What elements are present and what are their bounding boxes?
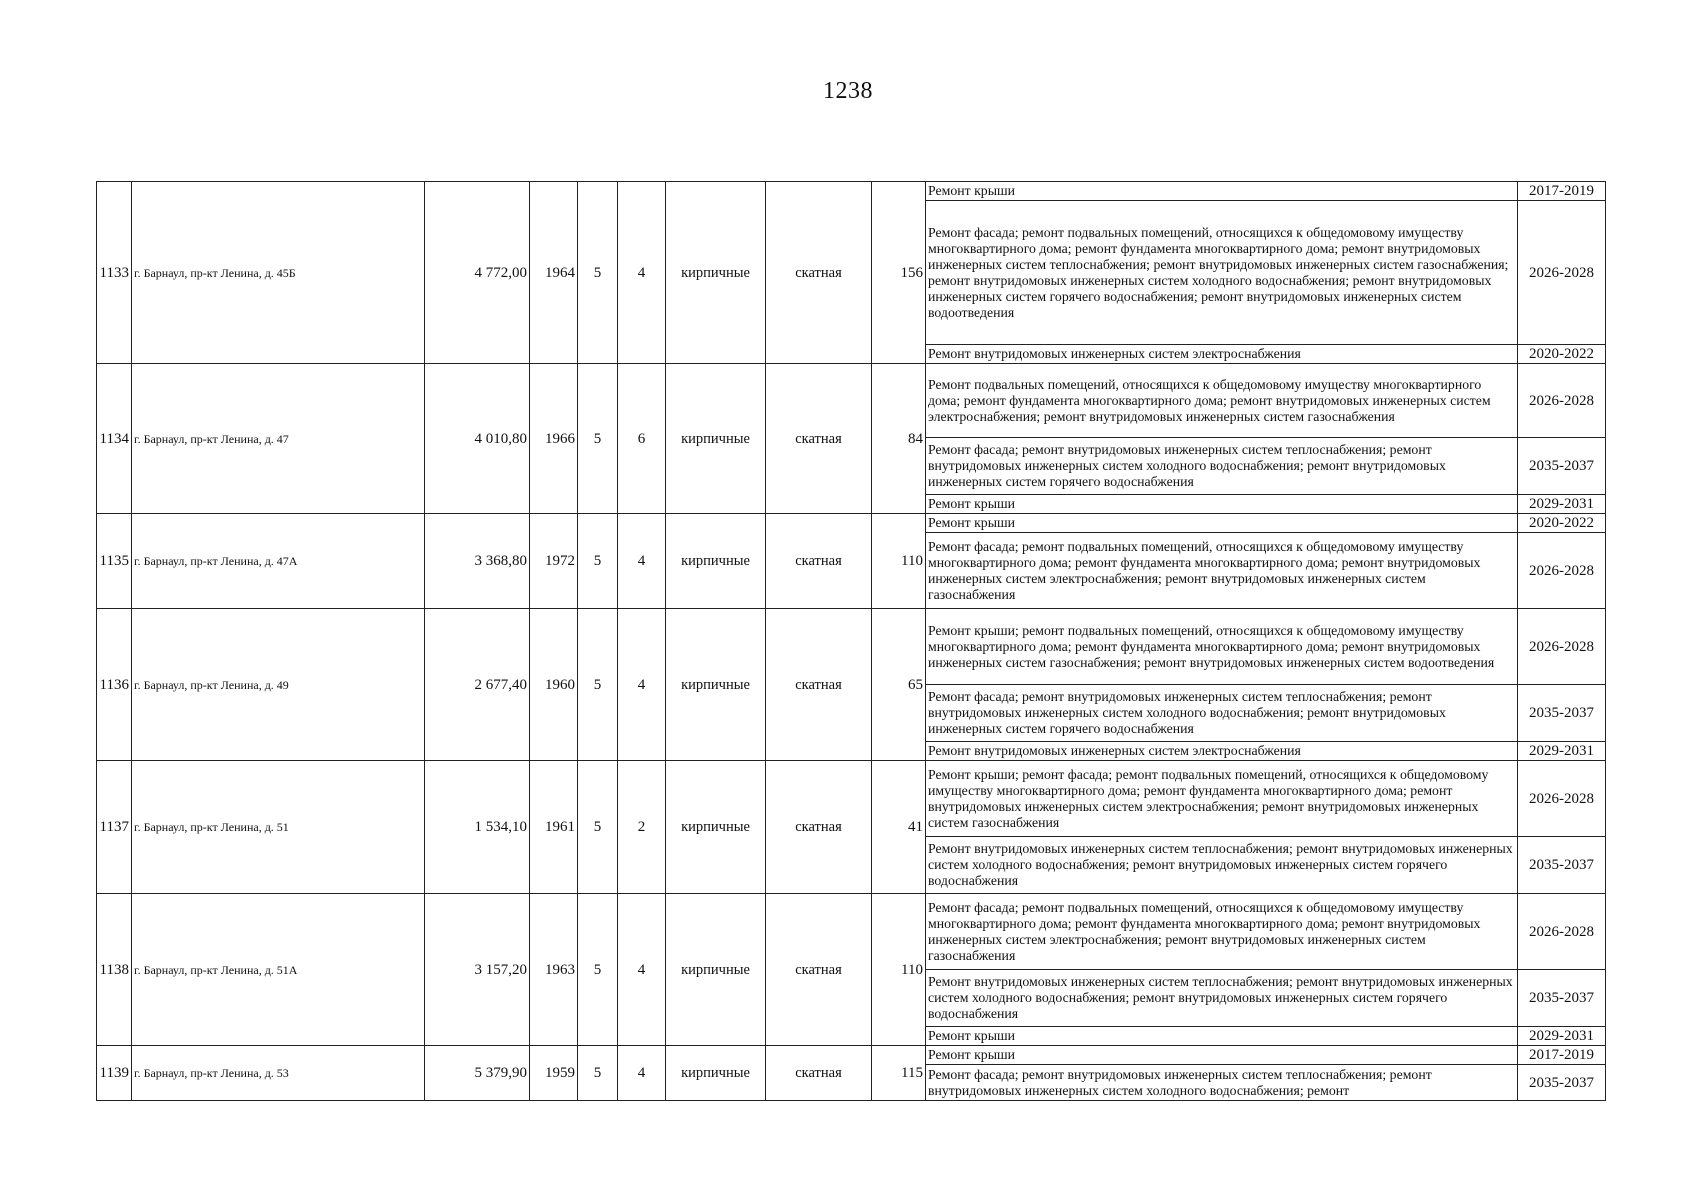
roof-type-cell: скатная bbox=[766, 514, 872, 609]
work-description-cell: Ремонт внутридомовых инженерных систем теплоснабжения; ремонт внутридомовых инженерных систем холодного водоснабжения; ремонт внутридомовых инженерных систем горячего водоснабжения bbox=[926, 837, 1518, 894]
work-description-cell: Ремонт внутридомовых инженерных систем электроснабжения bbox=[926, 742, 1518, 761]
floors-count-cell: 5 bbox=[578, 1046, 618, 1101]
work-period-cell: 2026-2028 bbox=[1518, 894, 1606, 970]
entrances-count-cell: 4 bbox=[618, 1046, 666, 1101]
house-address-cell: г. Барнаул, пр-кт Ленина, д. 51А bbox=[132, 894, 425, 1046]
work-period-cell: 2026-2028 bbox=[1518, 364, 1606, 438]
work-period-cell: 2020-2022 bbox=[1518, 514, 1606, 533]
work-period-cell: 2020-2022 bbox=[1518, 345, 1606, 364]
row-number-cell: 1138 bbox=[97, 894, 132, 1046]
row-number-cell: 1139 bbox=[97, 1046, 132, 1101]
entrances-count-cell: 4 bbox=[618, 514, 666, 609]
roof-type-cell: скатная bbox=[766, 182, 872, 364]
wall-material-cell: кирпичные bbox=[666, 1046, 766, 1101]
work-description-cell: Ремонт крыши bbox=[926, 514, 1518, 533]
work-period-cell: 2026-2028 bbox=[1518, 609, 1606, 685]
total-area-cell: 5 379,90 bbox=[425, 1046, 530, 1101]
work-description-cell: Ремонт крыши bbox=[926, 495, 1518, 514]
work-period-cell: 2035-2037 bbox=[1518, 970, 1606, 1027]
table-row bbox=[97, 1046, 1606, 1065]
table-row bbox=[97, 609, 1606, 685]
floors-count-cell: 5 bbox=[578, 894, 618, 1046]
wall-material-cell: кирпичные bbox=[666, 894, 766, 1046]
floors-count-cell: 5 bbox=[578, 761, 618, 894]
work-description-cell: Ремонт подвальных помещений, относящихся к общедомовому имуществу многоквартирного дома; ремонт фундамента многоквартирного дома; ремонт внутридомовых инженерных систем электроснабжения; ремонт внутридомовых инженерных систем газоснабжения bbox=[926, 364, 1518, 438]
work-period-cell: 2035-2037 bbox=[1518, 1065, 1606, 1101]
construction-year-cell: 1961 bbox=[530, 761, 578, 894]
work-period-cell: 2017-2019 bbox=[1518, 1046, 1606, 1065]
work-period-cell: 2035-2037 bbox=[1518, 438, 1606, 495]
total-area-cell: 3 157,20 bbox=[425, 894, 530, 1046]
work-description-cell: Ремонт крыши; ремонт подвальных помещений, относящихся к общедомовому имуществу многоквартирного дома; ремонт фундамента многоквартирного дома; ремонт внутридомовых инженерных систем газоснабжения; ремонт внутридомовых инженерных систем водоотведения bbox=[926, 609, 1518, 685]
page-number: 1238 bbox=[823, 78, 873, 104]
work-description-cell: Ремонт внутридомовых инженерных систем электроснабжения bbox=[926, 345, 1518, 364]
roof-type-cell: скатная bbox=[766, 364, 872, 514]
table-row bbox=[97, 894, 1606, 970]
work-period-cell: 2026-2028 bbox=[1518, 533, 1606, 609]
entrances-count-cell: 6 bbox=[618, 364, 666, 514]
entrances-count-cell: 4 bbox=[618, 609, 666, 761]
work-period-cell: 2017-2019 bbox=[1518, 182, 1606, 201]
work-period-cell: 2035-2037 bbox=[1518, 837, 1606, 894]
row-number-cell: 1135 bbox=[97, 514, 132, 609]
work-period-cell: 2029-2031 bbox=[1518, 1027, 1606, 1046]
floors-count-cell: 5 bbox=[578, 514, 618, 609]
residents-count-cell: 65 bbox=[872, 609, 926, 761]
row-number-cell: 1136 bbox=[97, 609, 132, 761]
construction-year-cell: 1963 bbox=[530, 894, 578, 1046]
house-address-cell: г. Барнаул, пр-кт Ленина, д. 47А bbox=[132, 514, 425, 609]
total-area-cell: 4 772,00 bbox=[425, 182, 530, 364]
work-description-cell: Ремонт крыши bbox=[926, 1046, 1518, 1065]
total-area-cell: 1 534,10 bbox=[425, 761, 530, 894]
construction-year-cell: 1960 bbox=[530, 609, 578, 761]
wall-material-cell: кирпичные bbox=[666, 364, 766, 514]
wall-material-cell: кирпичные bbox=[666, 514, 766, 609]
work-description-cell: Ремонт внутридомовых инженерных систем теплоснабжения; ремонт внутридомовых инженерных систем холодного водоснабжения; ремонт внутридомовых инженерных систем горячего водоснабжения bbox=[926, 970, 1518, 1027]
work-description-cell: Ремонт крыши bbox=[926, 1027, 1518, 1046]
work-description-cell: Ремонт фасада; ремонт подвальных помещений, относящихся к общедомовому имуществу многоквартирного дома; ремонт фундамента многоквартирного дома; ремонт внутридомовых инженерных систем электроснабжения; ремонт внутридомовых инженерных систем газоснабжения bbox=[926, 533, 1518, 609]
roof-type-cell: скатная bbox=[766, 894, 872, 1046]
entrances-count-cell: 4 bbox=[618, 182, 666, 364]
construction-year-cell: 1959 bbox=[530, 1046, 578, 1101]
roof-type-cell: скатная bbox=[766, 761, 872, 894]
repair-schedule-table bbox=[96, 181, 1606, 1101]
construction-year-cell: 1966 bbox=[530, 364, 578, 514]
work-description-cell: Ремонт фасада; ремонт внутридомовых инженерных систем теплоснабжения; ремонт внутридомовых инженерных систем холодного водоснабжения; ремонт внутридомовых инженерных систем горячего водоснабжения bbox=[926, 438, 1518, 495]
work-description-cell: Ремонт фасада; ремонт внутридомовых инженерных систем теплоснабжения; ремонт внутридомовых инженерных систем холодного водоснабжения; ремонт внутридомовых инженерных систем горячего водоснабжения bbox=[926, 685, 1518, 742]
work-period-cell: 2029-2031 bbox=[1518, 495, 1606, 514]
work-period-cell: 2026-2028 bbox=[1518, 201, 1606, 345]
work-description-cell: Ремонт фасада; ремонт подвальных помещений, относящихся к общедомовому имуществу многоквартирного дома; ремонт фундамента многоквартирного дома; ремонт внутридомовых инженерных систем электроснабжения; ремонт внутридомовых инженерных систем газоснабжения bbox=[926, 894, 1518, 970]
table-body bbox=[97, 182, 1606, 1101]
table-row bbox=[97, 182, 1606, 201]
entrances-count-cell: 2 bbox=[618, 761, 666, 894]
house-address-cell: г. Барнаул, пр-кт Ленина, д. 51 bbox=[132, 761, 425, 894]
work-description-cell: Ремонт крыши; ремонт фасада; ремонт подвальных помещений, относящихся к общедомовому имуществу многоквартирного дома; ремонт фундамента многоквартирного дома; ремонт внутридомовых инженерных систем электроснабжения; ремонт внутридомовых инженерных систем газоснабжения bbox=[926, 761, 1518, 837]
house-address-cell: г. Барнаул, пр-кт Ленина, д. 47 bbox=[132, 364, 425, 514]
residents-count-cell: 84 bbox=[872, 364, 926, 514]
wall-material-cell: кирпичные bbox=[666, 609, 766, 761]
residents-count-cell: 110 bbox=[872, 514, 926, 609]
residents-count-cell: 115 bbox=[872, 1046, 926, 1101]
work-period-cell: 2035-2037 bbox=[1518, 685, 1606, 742]
residents-count-cell: 110 bbox=[872, 894, 926, 1046]
wall-material-cell: кирпичные bbox=[666, 182, 766, 364]
floors-count-cell: 5 bbox=[578, 364, 618, 514]
wall-material-cell: кирпичные bbox=[666, 761, 766, 894]
work-description-cell: Ремонт крыши bbox=[926, 182, 1518, 201]
entrances-count-cell: 4 bbox=[618, 894, 666, 1046]
row-number-cell: 1133 bbox=[97, 182, 132, 364]
total-area-cell: 4 010,80 bbox=[425, 364, 530, 514]
total-area-cell: 3 368,80 bbox=[425, 514, 530, 609]
work-period-cell: 2029-2031 bbox=[1518, 742, 1606, 761]
floors-count-cell: 5 bbox=[578, 609, 618, 761]
table-row bbox=[97, 761, 1606, 837]
work-period-cell: 2026-2028 bbox=[1518, 761, 1606, 837]
table-row bbox=[97, 514, 1606, 533]
residents-count-cell: 41 bbox=[872, 761, 926, 894]
roof-type-cell: скатная bbox=[766, 1046, 872, 1101]
row-number-cell: 1137 bbox=[97, 761, 132, 894]
work-description-cell: Ремонт фасада; ремонт подвальных помещений, относящихся к общедомовому имуществу многоквартирного дома; ремонт фундамента многоквартирного дома; ремонт внутридомовых инженерных систем теплоснабжения; ремонт внутридомовых инженерных систем газоснабжения; ремонт внутридомовых инженерных систем холодного водоснабжения; ремонт внутридомовых инженерных систем горячего водоснабжения; ремонт внутридомовых инженерных систем водоотведения bbox=[926, 201, 1518, 345]
total-area-cell: 2 677,40 bbox=[425, 609, 530, 761]
house-address-cell: г. Барнаул, пр-кт Ленина, д. 49 bbox=[132, 609, 425, 761]
residents-count-cell: 156 bbox=[872, 182, 926, 364]
work-description-cell: Ремонт фасада; ремонт внутридомовых инженерных систем теплоснабжения; ремонт внутридомовых инженерных систем холодного водоснабжения; ремонт bbox=[926, 1065, 1518, 1101]
roof-type-cell: скатная bbox=[766, 609, 872, 761]
house-address-cell: г. Барнаул, пр-кт Ленина, д. 53 bbox=[132, 1046, 425, 1101]
row-number-cell: 1134 bbox=[97, 364, 132, 514]
construction-year-cell: 1972 bbox=[530, 514, 578, 609]
construction-year-cell: 1964 bbox=[530, 182, 578, 364]
house-address-cell: г. Барнаул, пр-кт Ленина, д. 45Б bbox=[132, 182, 425, 364]
table-row bbox=[97, 364, 1606, 438]
floors-count-cell: 5 bbox=[578, 182, 618, 364]
